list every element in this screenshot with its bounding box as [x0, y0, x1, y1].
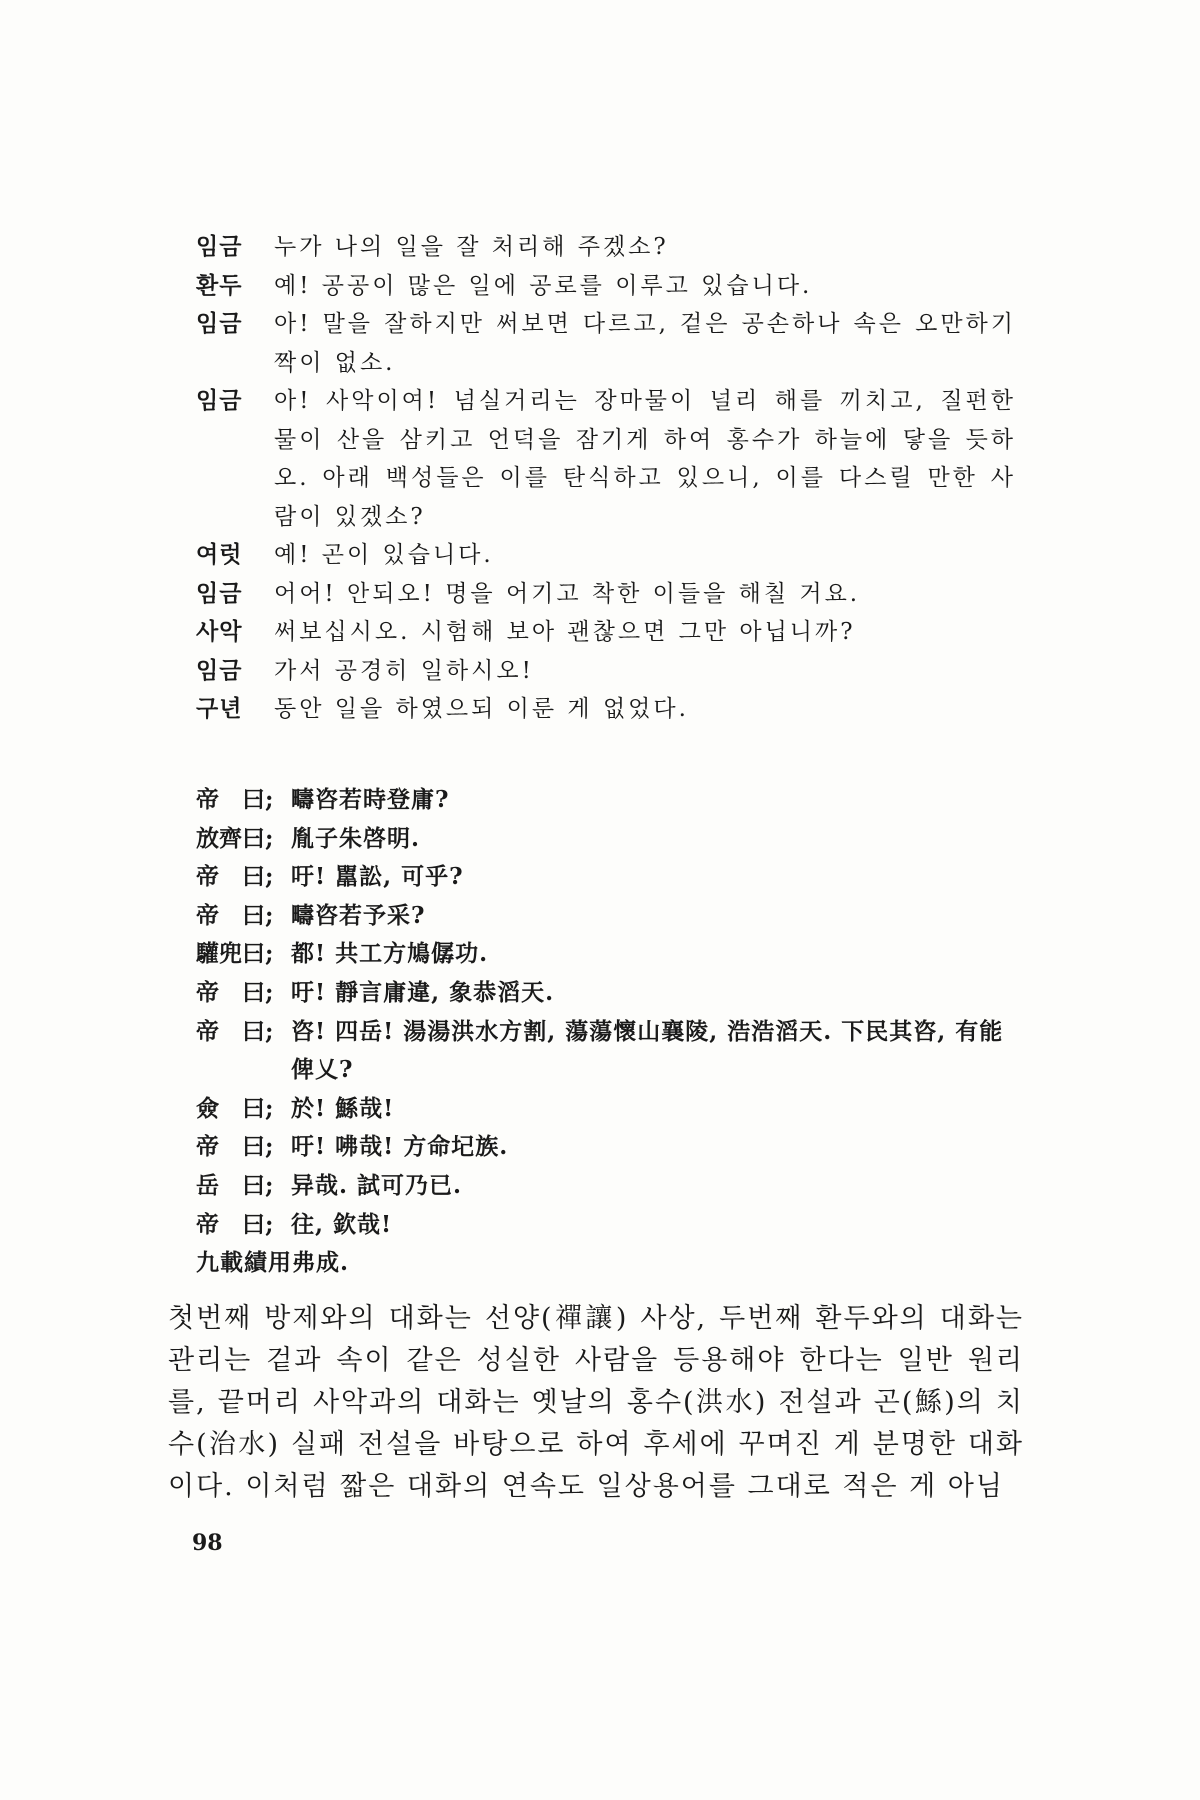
- line-text: 疇咨若時登庸?: [291, 786, 450, 813]
- original-line: [196, 1244, 1016, 1283]
- line-text: 疇咨若予采?: [291, 901, 426, 929]
- original-line: [196, 781, 1016, 820]
- page-number: 98: [192, 1530, 223, 1556]
- original-line: [196, 1128, 1016, 1167]
- line-text: 동안 일을 하였으되 이룬 게 없었다.: [274, 696, 689, 722]
- speaker: 임금: [196, 234, 243, 260]
- speaker: 임금: [196, 580, 243, 607]
- line-text: 都! 共工方鳩僝功.: [291, 940, 489, 968]
- line-text: 吁! 嚚訟, 可乎?: [291, 863, 464, 891]
- dialogue-line: [196, 382, 1016, 536]
- line-text: 九載績用弗成.: [196, 1249, 350, 1277]
- speaker: 구년: [196, 696, 243, 722]
- original-line: [196, 820, 1016, 859]
- line-text: 가서 공경히 일하시오!: [274, 657, 534, 684]
- line-text: 往, 欽哉!: [291, 1210, 393, 1238]
- line-text: 咨! 四岳! 湯湯洪水方割, 蕩蕩懷山襄陵, 浩浩滔天. 下民其咨, 有能俾乂?: [291, 1017, 1004, 1084]
- speaker: 환두: [196, 272, 243, 299]
- speaker: 驩兜曰;: [196, 940, 274, 968]
- korean-dialogue: [196, 228, 1016, 729]
- original-line: [196, 935, 1016, 974]
- line-text: 예! 공공이 많은 일에 공로를 이루고 있습니다.: [274, 272, 813, 299]
- speaker: 帝 曰;: [196, 1210, 274, 1238]
- line-text: 异哉. 試可乃已.: [291, 1171, 463, 1199]
- dialogue-line: [196, 575, 1016, 614]
- original-line: [196, 974, 1016, 1013]
- line-text: 누가 나의 일을 잘 처리해 주겠소?: [274, 234, 669, 260]
- speaker: 放齊曰;: [196, 824, 274, 852]
- speaker: 岳 曰;: [196, 1171, 274, 1199]
- dialogue-line: [196, 228, 1016, 267]
- speaker: 帝 曰;: [196, 1017, 274, 1045]
- line-text: 吁! 咈哉! 方命圮族.: [291, 1133, 509, 1161]
- original-line: [196, 858, 1016, 897]
- line-text: 아! 말을 잘하지만 써보면 다르고, 겉은 공손하나 속은 오만하기 짝이 없소.: [274, 311, 1016, 376]
- line-text: 어어! 안되오! 명을 어기고 착한 이들을 해칠 거요.: [274, 580, 861, 607]
- line-text: 아! 사악이여! 넘실거리는 장마물이 널리 해를 끼치고, 질펀한 물이 산을 삼키고 언덕을 잠기게 하여 홍수가 하늘에 닿을 듯하오. 아래 백성들은 이를 탄식하고 있으니, 이를 다스릴 만한 사람이 있겠소?: [274, 388, 1016, 530]
- chinese-original: [196, 781, 1016, 1283]
- line-text: 於! 鯀哉!: [291, 1094, 395, 1122]
- original-line: [196, 897, 1016, 936]
- line-text: 胤子朱啓明.: [291, 824, 421, 852]
- dialogue-line: [196, 652, 1016, 691]
- speaker: 帝 曰;: [196, 1133, 274, 1161]
- line-text: 吁! 靜言庸違, 象恭滔天.: [291, 978, 555, 1006]
- speaker: 사악: [196, 619, 243, 645]
- dialogue-line: [196, 690, 1016, 729]
- speaker: 帝 曰;: [196, 863, 274, 891]
- dialogue-line: [196, 613, 1016, 652]
- speaker: 임금: [196, 657, 243, 684]
- original-line: [196, 1167, 1016, 1206]
- original-line: [196, 1090, 1016, 1129]
- dialogue-line: [196, 305, 1016, 382]
- speaker: 帝 曰;: [196, 786, 274, 813]
- line-text: 예! 곤이 있습니다.: [274, 542, 494, 568]
- original-line: [196, 1013, 1016, 1090]
- speaker: 帝 曰;: [196, 978, 274, 1006]
- original-line: [196, 1206, 1016, 1245]
- line-text: 써보십시오. 시험해 보아 괜찮으면 그만 아닙니까?: [274, 619, 856, 645]
- speaker: 僉 曰;: [196, 1094, 274, 1122]
- speaker: 帝 曰;: [196, 901, 274, 929]
- commentary-paragraph: 첫번째 방제와의 대화는 선양(禪讓) 사상, 두번째 환두와의 대화는 관리는 겉과 속이 같은 성실한 사람을 등용해야 한다는 일반 원리를, 끝머리 사악과의 대화는 옛날의 홍수(洪水) 전설과 곤(鯀)의 치수(治水) 실패 전설을 바탕으로 하여 후세에 꾸며진 게 분명한 대화이다. 이처럼 짧은 대화의 연속도 일상용어를 그대로 적은 게 아님: [168, 1303, 1024, 1502]
- speaker: 여럿: [196, 542, 243, 568]
- dialogue-line: [196, 536, 1016, 575]
- speaker: 임금: [196, 311, 243, 337]
- speaker: 임금: [196, 388, 243, 414]
- dialogue-line: [196, 267, 1016, 306]
